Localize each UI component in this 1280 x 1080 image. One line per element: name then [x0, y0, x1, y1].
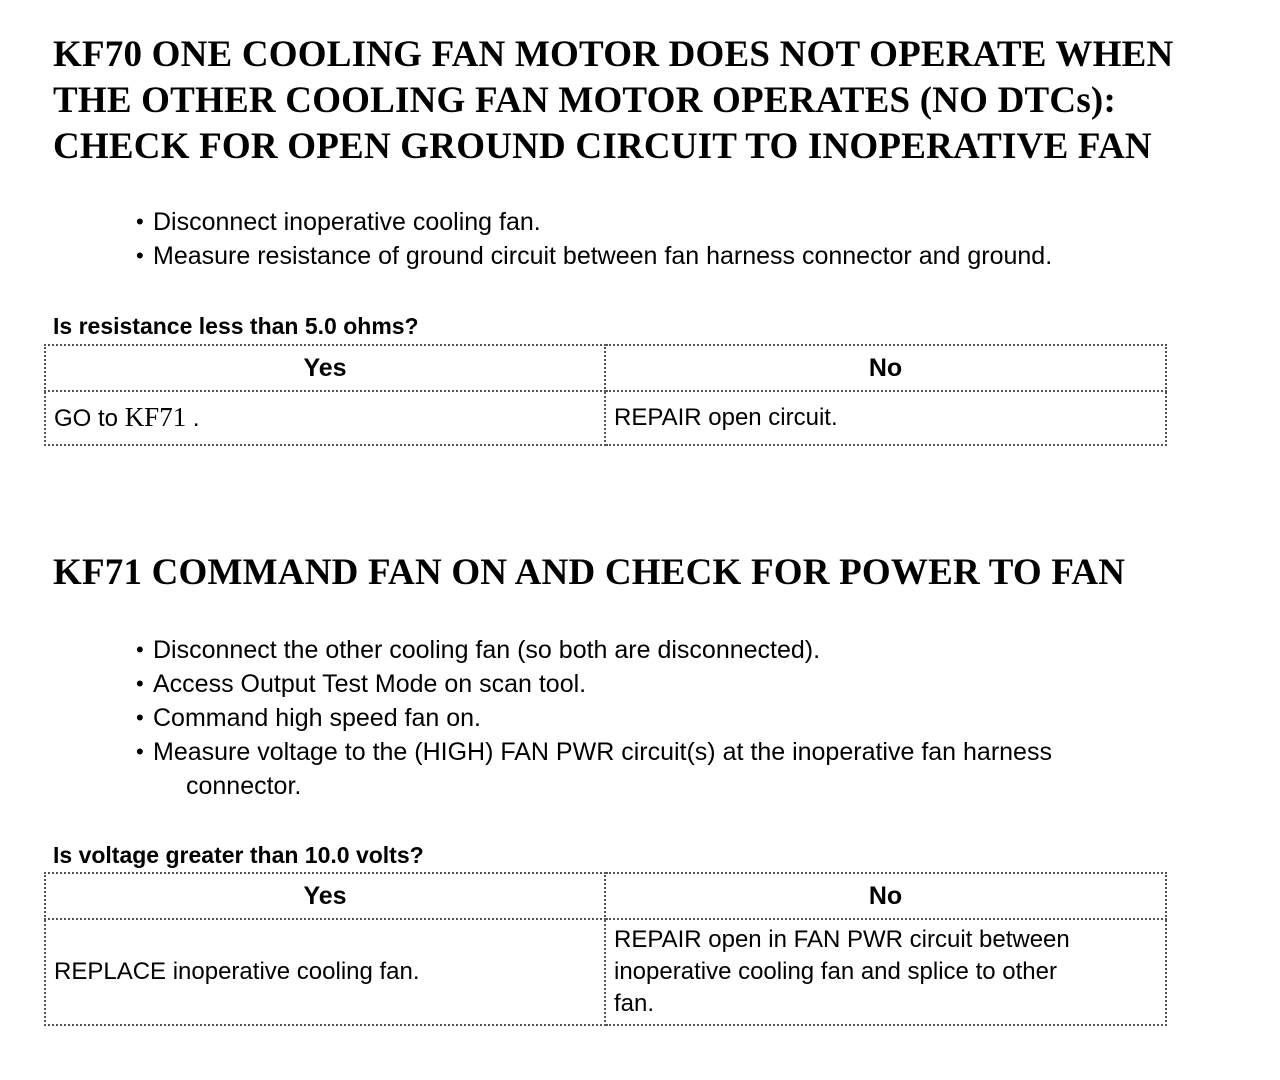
bullet-icon: • [136, 209, 144, 234]
kf71-result-table [44, 872, 1167, 1026]
kf70-heading-line-2: THE OTHER COOLING FAN MOTOR OPERATES (NO DTCs): [53, 80, 1116, 121]
kf71-link[interactable]: KF71 [124, 402, 187, 432]
table-row [45, 391, 1166, 445]
kf71-step-4: Measure voltage to the (HIGH) FAN PWR circuit(s) at the inoperative fan harness [153, 738, 1052, 766]
list-item [136, 667, 1052, 701]
list-item [136, 205, 1052, 239]
table-row [45, 919, 1166, 1025]
kf70-heading-line-1: KF70 ONE COOLING FAN MOTOR DOES NOT OPERATE WHEN [53, 34, 1174, 75]
bullet-icon: • [136, 243, 144, 268]
kf71-no-line-3: fan. [614, 990, 655, 1017]
kf70-step-1: Disconnect inoperative cooling fan. [153, 208, 541, 236]
yes-column-header: Yes [45, 345, 605, 391]
kf70-yes-prefix: GO to [54, 405, 125, 432]
kf71-question: Is voltage greater than 10.0 volts? [53, 842, 424, 868]
kf70-yes-suffix: . [186, 405, 200, 432]
bullet-icon: • [136, 671, 144, 696]
kf71-heading-line: KF71 COMMAND FAN ON AND CHECK FOR POWER TO FAN [53, 552, 1126, 593]
list-item [136, 701, 1052, 735]
kf71-heading [53, 550, 1125, 596]
kf71-step-4-continuation: connector. [186, 772, 302, 800]
kf71-step-3: Command high speed fan on. [153, 704, 481, 732]
kf70-yes-cell [45, 391, 605, 445]
list-item [136, 735, 1052, 803]
kf70-heading-line-3: CHECK FOR OPEN GROUND CIRCUIT TO INOPERATIVE FAN [53, 126, 1152, 167]
kf70-step-2: Measure resistance of ground circuit between fan harness connector and ground. [153, 242, 1053, 270]
kf70-no-cell: REPAIR open circuit. [605, 391, 1166, 445]
kf71-no-line-1: REPAIR open in FAN PWR circuit between [614, 926, 1070, 953]
kf71-step-2: Access Output Test Mode on scan tool. [153, 670, 587, 698]
list-item [136, 633, 1052, 667]
yes-column-header: Yes [45, 873, 605, 919]
kf71-no-line-2: inoperative cooling fan and splice to other [614, 958, 1057, 985]
bullet-icon: • [136, 739, 144, 764]
kf71-step-1: Disconnect the other cooling fan (so both are disconnected). [153, 636, 821, 664]
bullet-icon: • [136, 705, 144, 730]
kf71-no-cell [605, 919, 1166, 1025]
table-header-row [45, 345, 1166, 391]
no-column-header: No [605, 873, 1166, 919]
kf71-steps-list [136, 633, 1052, 803]
list-item [136, 239, 1052, 273]
kf70-heading [53, 32, 1173, 170]
kf70-steps-list [136, 205, 1052, 273]
kf71-yes-cell: REPLACE inoperative cooling fan. [45, 919, 605, 1025]
bullet-icon: • [136, 637, 144, 662]
table-header-row [45, 873, 1166, 919]
kf70-question: Is resistance less than 5.0 ohms? [53, 313, 419, 339]
kf70-result-table [44, 344, 1167, 446]
no-column-header: No [605, 345, 1166, 391]
